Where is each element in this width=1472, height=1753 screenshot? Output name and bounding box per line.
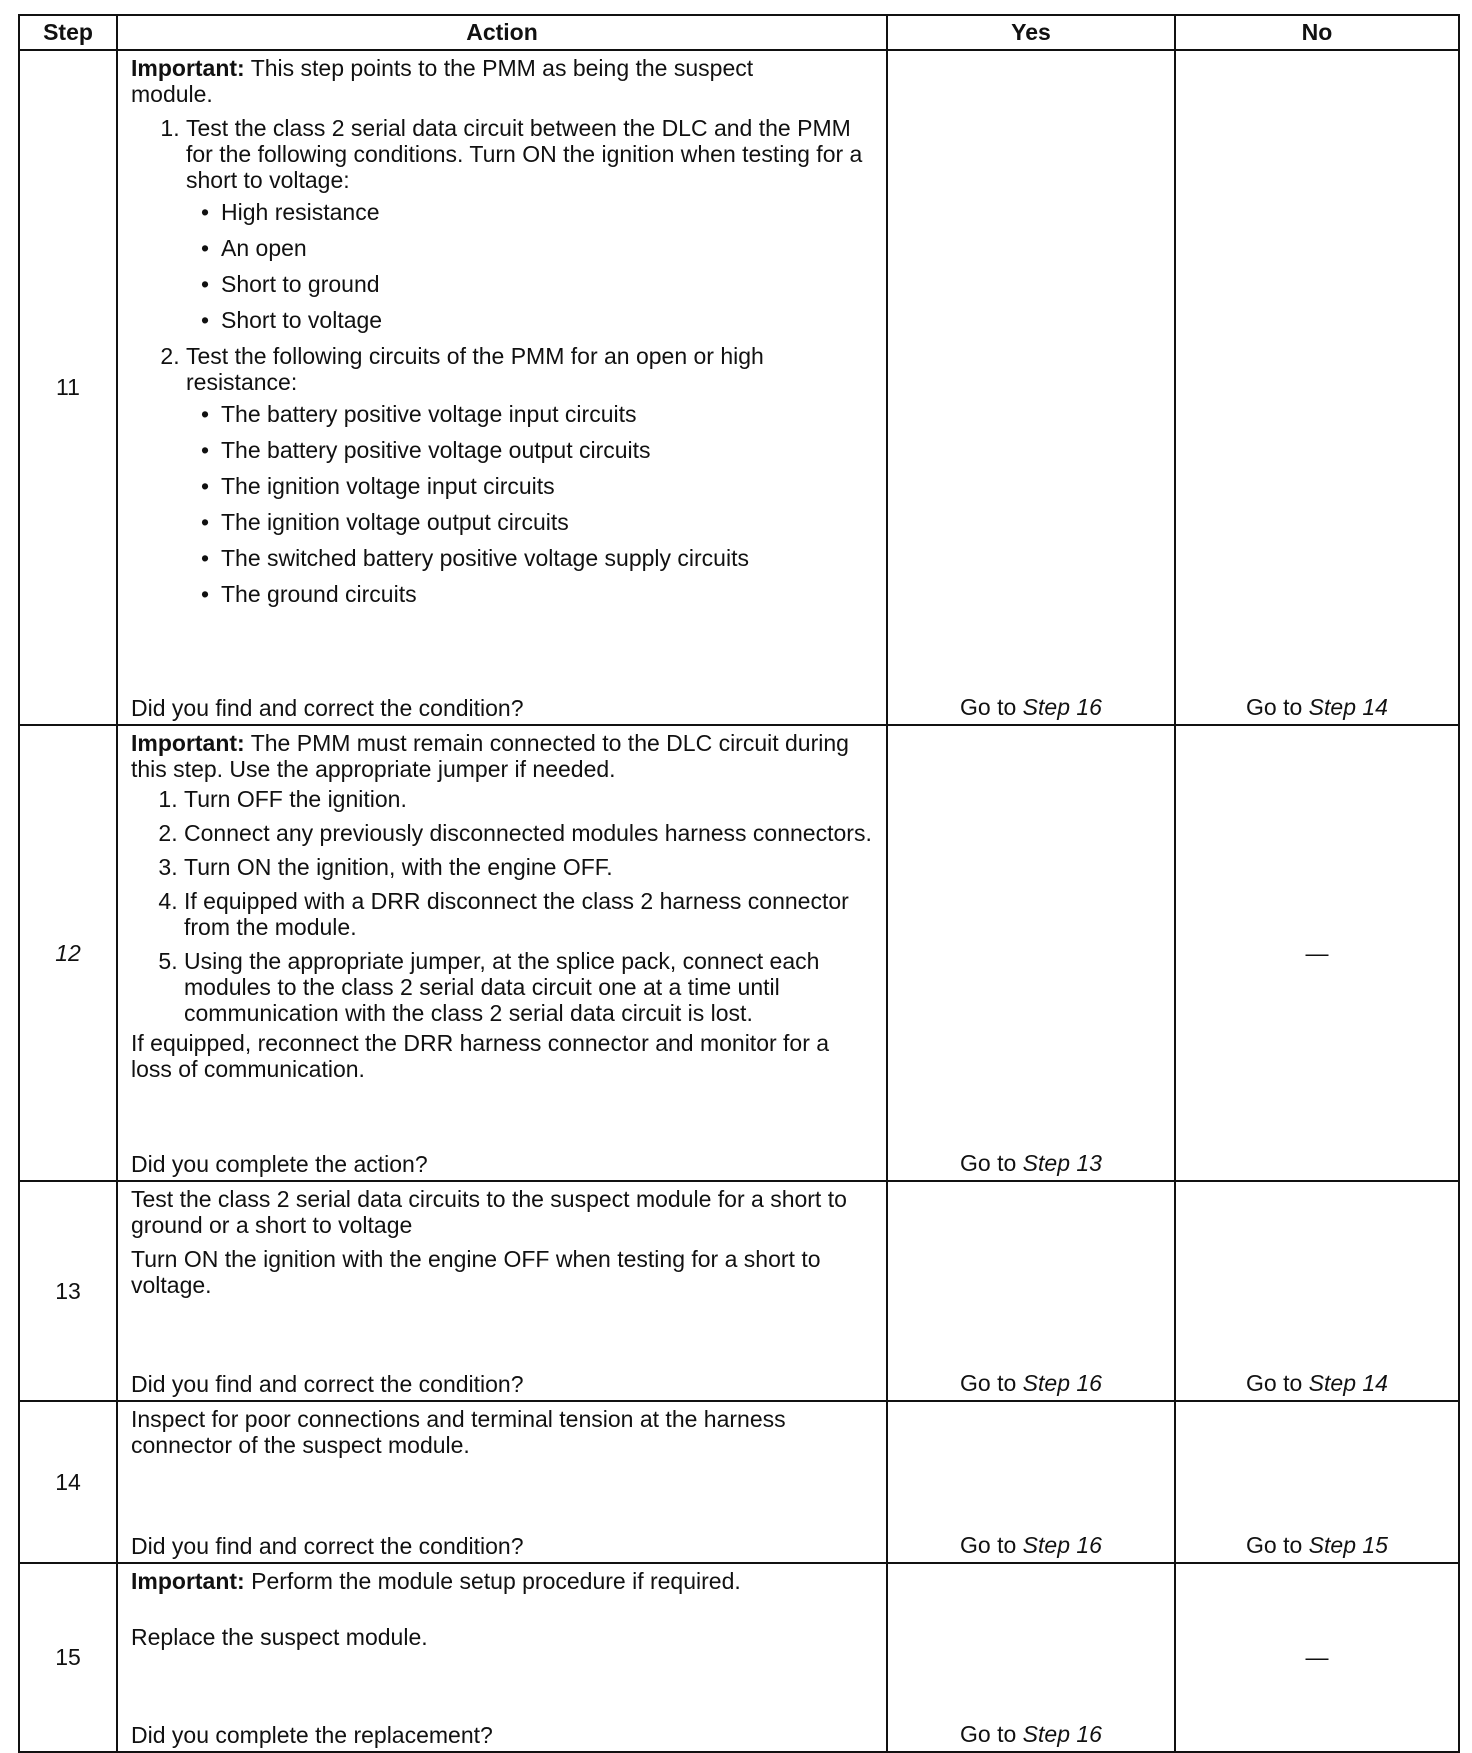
list-item: 5. Using the appropriate jumper, at the splice pack, connect each modules to the class 2 serial data circuit one at a time until communication with the class 2 serial data circuit is lost.: [184, 948, 872, 1026]
bullet-item: • The battery positive voltage output circuits: [221, 437, 872, 463]
paragraph: Turn ON the ignition with the engine OFF when testing for a short to voltage.: [131, 1246, 821, 1298]
yes-result: [888, 1532, 1174, 1559]
paragraph: Inspect for poor connections and terminal tension at the harness connector of the suspect module.: [131, 1406, 786, 1458]
bullet-item: • The ground circuits: [221, 581, 872, 607]
no-result: [1176, 694, 1458, 721]
table-row: [19, 1563, 1459, 1752]
table-row: [19, 725, 1459, 1181]
list-item: 3. Turn ON the ignition, with the engine OFF.: [184, 854, 872, 880]
header-action: Action: [117, 15, 887, 50]
goto-prefix: Go to: [1246, 1370, 1303, 1396]
no-cell: [1175, 50, 1459, 725]
important-note: [131, 730, 872, 782]
bullet-item: • The ignition voltage output circuits: [221, 509, 872, 535]
table-row: [19, 1181, 1459, 1401]
no-result-dash: —: [1305, 1644, 1329, 1670]
list-item: [186, 343, 872, 607]
bullet-item: • The switched battery positive voltage supply circuits: [221, 545, 872, 571]
header-step: Step: [19, 15, 117, 50]
important-note: [131, 1568, 872, 1594]
goto-step-link[interactable]: Step 13: [1022, 1150, 1102, 1176]
bullet-item: • The battery positive voltage input circuits: [221, 401, 872, 427]
table-row: [19, 50, 1459, 725]
yes-cell: [887, 1401, 1175, 1563]
yes-result: [888, 1150, 1174, 1177]
list-item: 1. Turn OFF the ignition.: [184, 786, 872, 812]
no-cell: [1175, 1181, 1459, 1401]
question: Did you find and correct the condition?: [131, 1533, 524, 1559]
bullet-item: • The ignition voltage input circuits: [221, 473, 872, 499]
action-cell: [117, 1401, 887, 1563]
goto-step-link[interactable]: Step 14: [1308, 1370, 1388, 1396]
step-number-text: 12: [55, 939, 81, 966]
table-row: [19, 1401, 1459, 1563]
important-note: [131, 55, 872, 107]
bullet-item: • High resistance: [221, 199, 872, 225]
goto-prefix: Go to: [1246, 694, 1303, 720]
paragraph: Replace the suspect module.: [131, 1624, 428, 1650]
step-number: [19, 725, 117, 1181]
goto-prefix: Go to: [960, 694, 1017, 720]
yes-cell: [887, 725, 1175, 1181]
no-result: [1176, 1370, 1458, 1397]
bullet-list: [186, 199, 872, 333]
step-number: 15: [19, 1563, 117, 1752]
action-cell: [117, 50, 887, 725]
goto-step-link[interactable]: Step 16: [1022, 1532, 1102, 1558]
goto-step-link[interactable]: Step 16: [1022, 1721, 1102, 1747]
action-cell: [117, 725, 887, 1181]
action-list: [131, 115, 872, 607]
list-item: [186, 115, 872, 333]
goto-step-link[interactable]: Step 15: [1308, 1532, 1388, 1558]
question: Did you complete the action?: [131, 1151, 428, 1177]
yes-cell: [887, 50, 1175, 725]
note: If equipped, reconnect the DRR harness connector and monitor for a loss of communication.: [131, 1030, 830, 1082]
important-text: Perform the module setup procedure if required.: [251, 1568, 741, 1594]
yes-cell: [887, 1181, 1175, 1401]
no-cell: [1175, 725, 1459, 1181]
goto-prefix: Go to: [960, 1150, 1017, 1176]
paragraph: Test the class 2 serial data circuits to the suspect module for a short to ground or a short to voltage: [131, 1186, 847, 1238]
item-text: Test the following circuits of the PMM for an open or high resistance:: [186, 343, 764, 395]
important-label: Important:: [131, 55, 245, 81]
step-number: 14: [19, 1401, 117, 1563]
bullet-item: • An open: [221, 235, 872, 261]
list-item: 2. Connect any previously disconnected modules harness connectors.: [184, 820, 872, 846]
bullet-item: • Short to ground: [221, 271, 872, 297]
no-result: [1176, 1532, 1458, 1559]
item-text: Test the class 2 serial data circuit between the DLC and the PMM for the following conditions. Turn ON the ignition when testing for a short to voltage:: [186, 115, 863, 193]
bullet-list: [186, 401, 872, 607]
question: Did you find and correct the condition?: [131, 695, 524, 721]
no-cell: [1175, 1401, 1459, 1563]
important-label: Important:: [131, 730, 245, 756]
goto-step-link[interactable]: Step 14: [1308, 694, 1388, 720]
bullet-item: • Short to voltage: [221, 307, 872, 333]
goto-prefix: Go to: [960, 1721, 1017, 1747]
yes-result: [888, 1370, 1174, 1397]
diagnostic-table: [18, 14, 1460, 1753]
important-text: This step points to the PMM as being the suspect module.: [131, 55, 754, 107]
question: Did you complete the replacement?: [131, 1722, 493, 1748]
yes-cell: [887, 1563, 1175, 1752]
action-list: [131, 786, 872, 1026]
no-result-dash: —: [1305, 939, 1329, 966]
yes-result: [888, 694, 1174, 721]
question: Did you find and correct the condition?: [131, 1371, 524, 1397]
goto-prefix: Go to: [960, 1532, 1017, 1558]
goto-prefix: Go to: [960, 1370, 1017, 1396]
important-text: The PMM must remain connected to the DLC circuit during this step. Use the appropriate jumper if needed.: [131, 730, 849, 782]
header-yes: Yes: [887, 15, 1175, 50]
goto-prefix: Go to: [1246, 1532, 1303, 1558]
header-no: No: [1175, 15, 1459, 50]
step-number: 11: [19, 50, 117, 725]
step-number: 13: [19, 1181, 117, 1401]
no-cell: [1175, 1563, 1459, 1752]
important-label: Important:: [131, 1568, 245, 1594]
list-item: 4. If equipped with a DRR disconnect the class 2 harness connector from the module.: [184, 888, 872, 940]
action-cell: [117, 1181, 887, 1401]
header-row: [19, 15, 1459, 50]
goto-step-link[interactable]: Step 16: [1022, 694, 1102, 720]
goto-step-link[interactable]: Step 16: [1022, 1370, 1102, 1396]
action-cell: [117, 1563, 887, 1752]
